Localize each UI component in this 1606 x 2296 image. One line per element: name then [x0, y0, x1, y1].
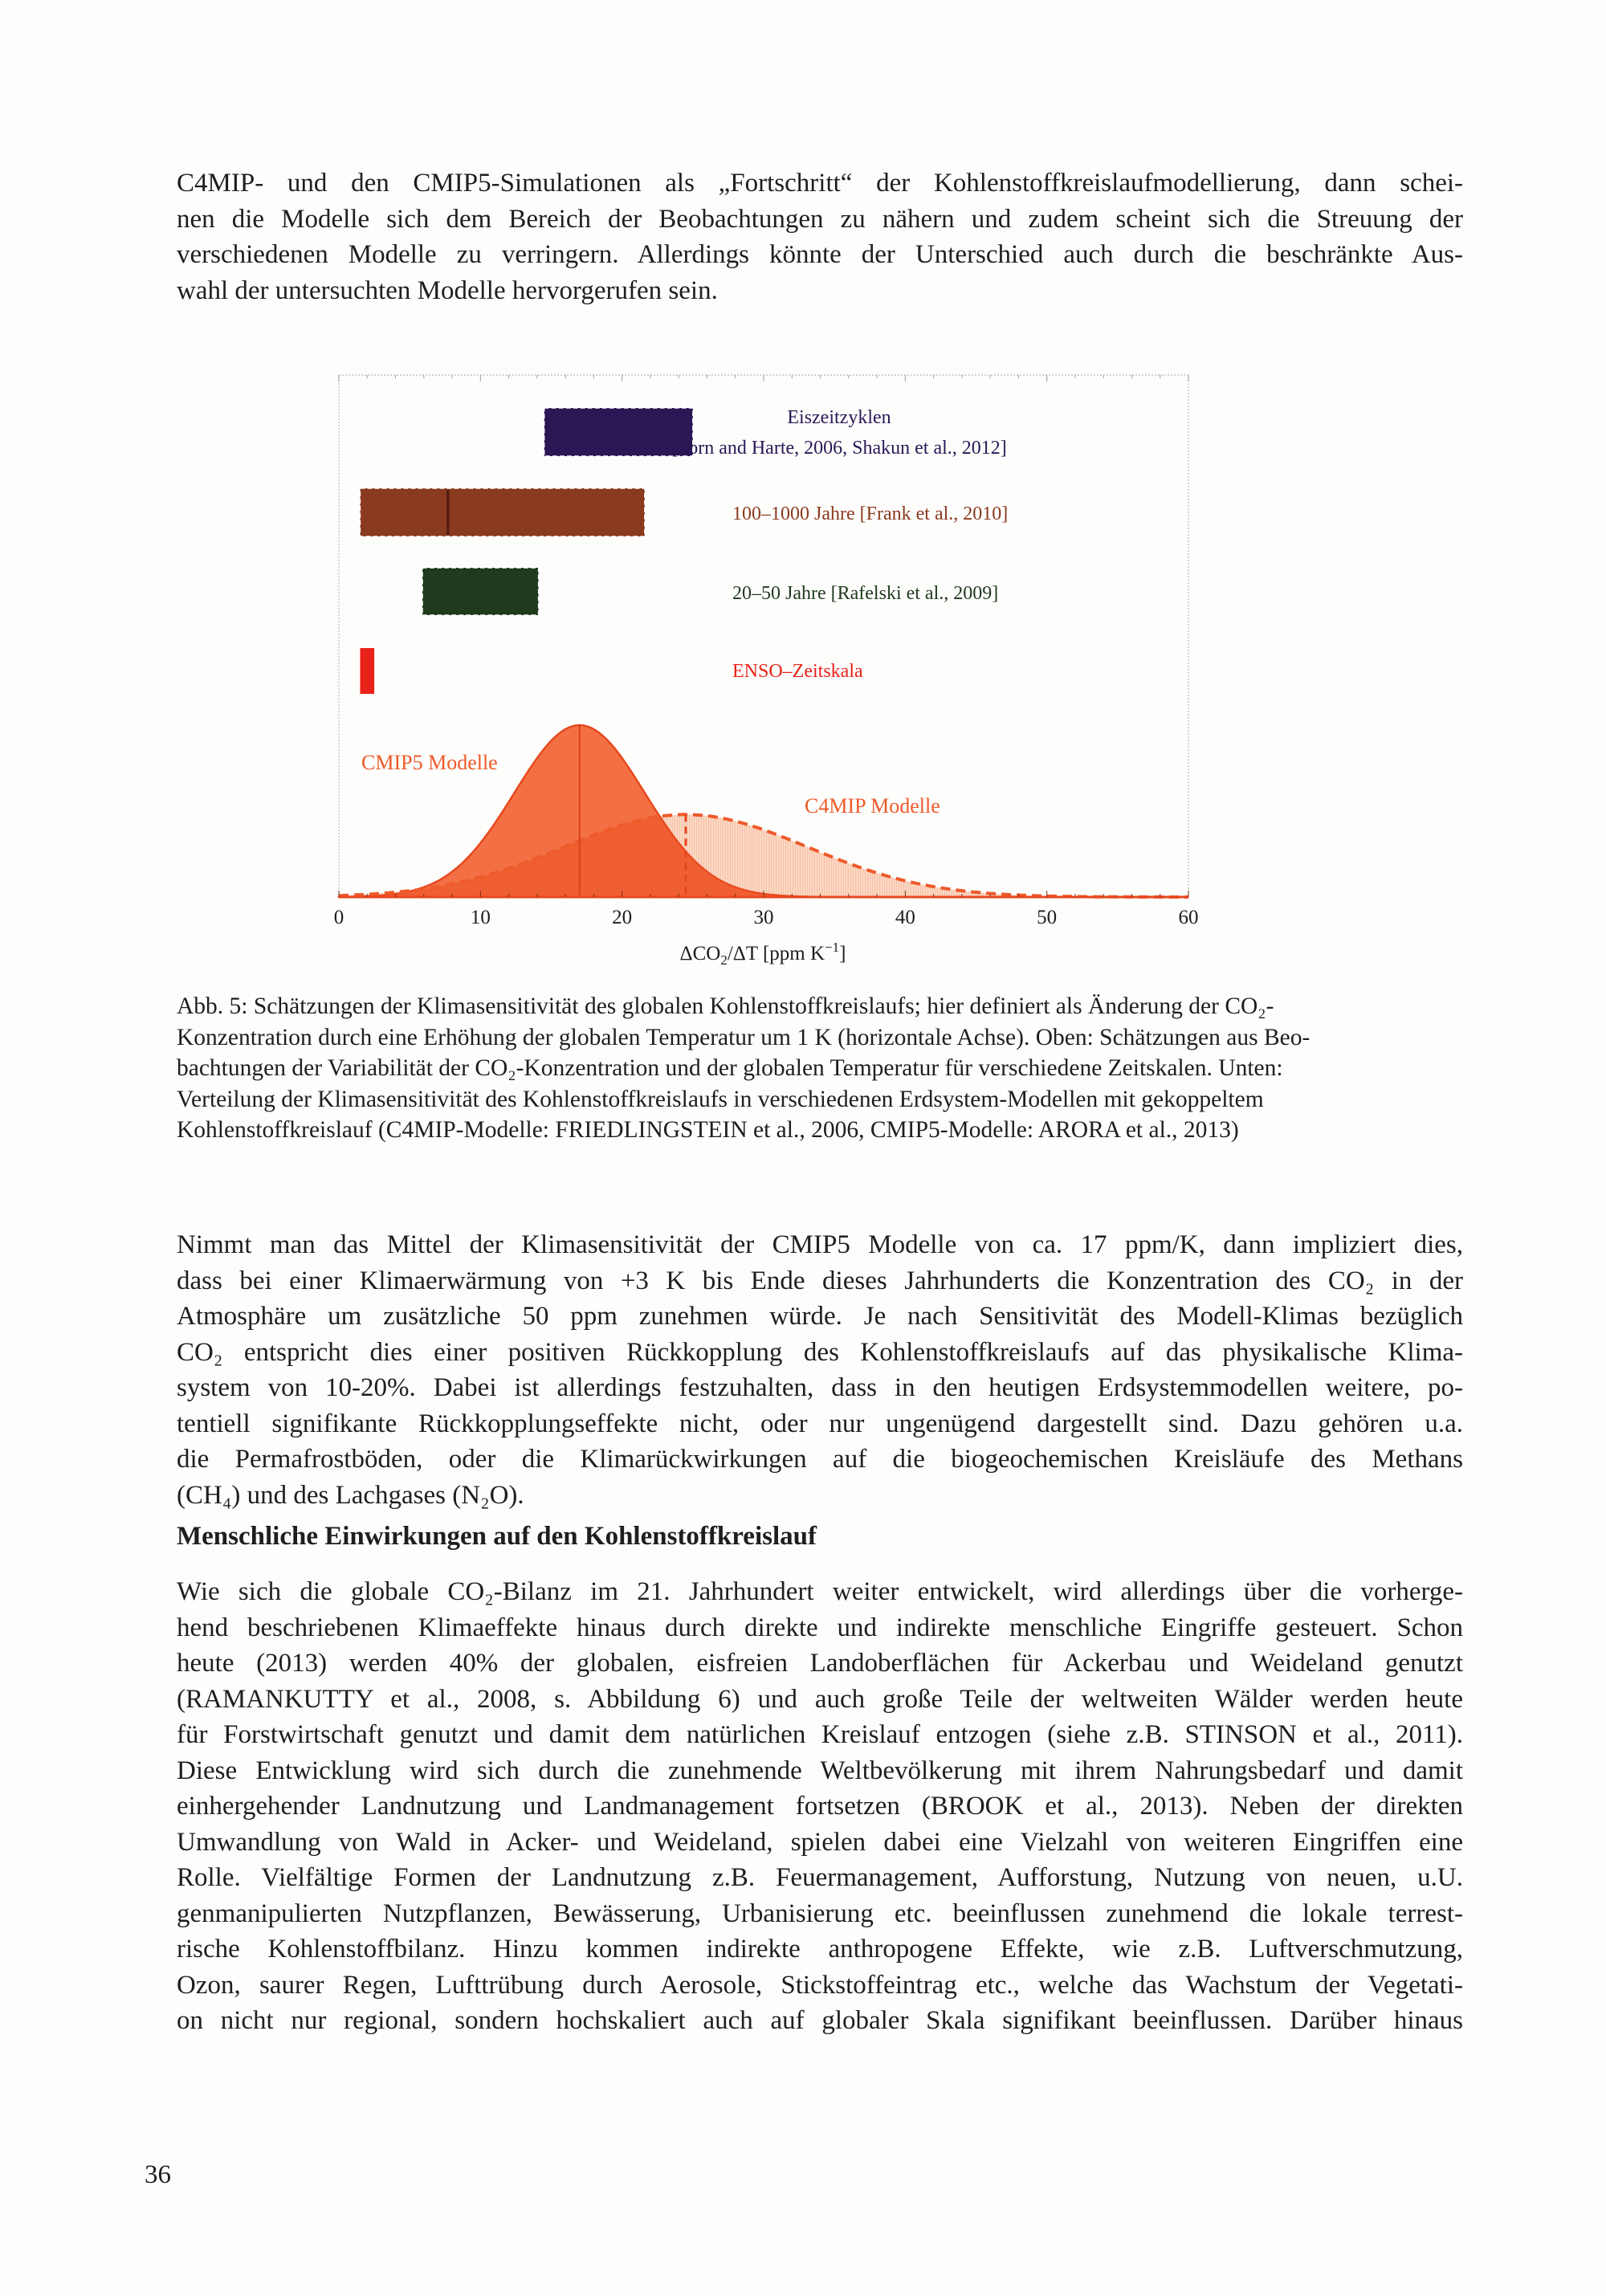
x-tick-label: 30 — [753, 907, 774, 928]
text-line: nen die Modelle sich dem Bereich der Beobachtungen zu nähern und zudem scheint sich die Streuung der — [177, 204, 1463, 234]
label-eiszeit-reference: [Torn and Harte, 2006, Shakun et al., 2012] — [671, 438, 1007, 459]
x-tick-label: 50 — [1037, 907, 1058, 928]
range-bar — [544, 408, 693, 456]
text-line: Umwandlung von Wald in Acker- und Weideland, spielen dabei eine Vielzahl von weiteren Eingriffen eine — [177, 1827, 1463, 1857]
caption-line: Konzentration durch eine Erhöhung der globalen Temperatur um 1 K (horizontale Achse). Oben: Schätzungen aus Beo- — [177, 1024, 1310, 1050]
text-line: die Permafrostböden, oder die Klimarückwirkungen auf die biogeochemischen Kreisläufe des Methans — [177, 1445, 1463, 1474]
label-c4mip-modelle: C4MIP Modelle — [805, 794, 940, 818]
text-line: dass bei einer Klimaerwärmung von +3 K bis Ende dieses Jahrhunderts die Konzentration des CO₂ in der — [177, 1266, 1463, 1295]
caption-line: Kohlenstoffkreislauf (C4MIP-Modelle: FRIEDLINGSTEIN et al., 2006, CMIP5-Modelle: ARORA et al., 2013) — [177, 1117, 1239, 1143]
text-line: Nimmt man das Mittel der Klimasensitivität der CMIP5 Modelle von ca. 17 ppm/K, dann impliziert dies, — [177, 1230, 1463, 1259]
text-line: heute (2013) werden 40% der globalen, eisfreien Landoberflächen für Ackerbau und Weideland genutzt — [177, 1649, 1463, 1678]
label-20-50-jahre: 20–50 Jahre [Rafelski et al., 2009] — [732, 583, 999, 604]
label-100-1000-jahre: 100–1000 Jahre [Frank et al., 2010] — [732, 504, 1009, 524]
label-eiszeitzyklen: Eiszeitzyklen — [787, 407, 891, 428]
x-tick-label: 0 — [333, 907, 344, 928]
text-line: CO₂ entspricht dies einer positiven Rückkopplung des Kohlenstoffkreislaufs auf das physikalische Klima- — [177, 1337, 1463, 1367]
caption-line: Abb. 5: Schätzungen der Klimasensitivität des globalen Kohlenstoffkreislaufs; hier definiert als Änderung der CO₂- — [177, 993, 1274, 1019]
text-line: einhergehender Landnutzung und Landmanagement fortsetzen (BROOK et al., 2013). Neben der direkten — [177, 1792, 1463, 1821]
text-line: (CH₄) und des Lachgases (N₂O). — [177, 1480, 524, 1510]
text-line: für Forstwirtschaft genutzt und damit dem natürlichen Kreislauf entzogen (siehe z.B. STINSON et al., 2011). — [177, 1720, 1463, 1749]
label-cmip5-modelle: CMIP5 Modelle — [361, 751, 498, 774]
text-line: verschiedenen Modelle zu verringern. Allerdings könnte der Unterschied auch durch die beschränkte Aus- — [177, 240, 1463, 269]
range-bar — [360, 488, 644, 536]
text-line: hend beschriebenen Klimaeffekte hinaus durch direkte und indirekte menschliche Eingriffe gesteuert. Schon — [177, 1613, 1463, 1642]
x-tick-label: 20 — [612, 907, 633, 928]
text-line: (RAMANKUTTY et al., 2008, s. Abbildung 6) und auch große Teile der weltweiten Wälder werden heute — [177, 1684, 1463, 1714]
text-line: genmanipulierten Nutzpflanzen, Bewässerung, Urbanisierung etc. beeinflussen zunehmend die lokale terrest- — [177, 1898, 1463, 1928]
observation-range-bars — [360, 408, 692, 694]
x-axis-label: $\Delta CO_2/\Delta T$ [ppm $K^{-1}$] — [679, 940, 846, 968]
text-line: on nicht nur regional, sondern hochskaliert auch auf globaler Skala signifikant beeinflussen. Darüber hinaus — [177, 2006, 1463, 2035]
page-number: 36 — [145, 2160, 171, 2189]
text-line: Ozon, saurer Regen, Lufttrübung durch Aerosole, Stickstoffeintrag etc., welche das Wachstum der Vegetati- — [177, 1970, 1463, 2000]
range-bar — [360, 648, 374, 694]
text-line: Wie sich die globale CO₂-Bilanz im 21. Jahrhundert weiter entwickelt, wird allerdings über die vorherge- — [177, 1577, 1463, 1606]
x-tick-label: 60 — [1178, 907, 1199, 928]
human-influence-paragraph — [177, 1574, 1463, 2039]
text-line: wahl der untersuchten Modelle hervorgerufen sein. — [177, 275, 718, 305]
x-tick-label: 10 — [470, 907, 491, 928]
figure-caption — [177, 991, 1463, 1146]
text-line: C4MIP- und den CMIP5-Simulationen als „Fortschritt“ der Kohlenstoffkreislaufmodellierung, dann schei- — [177, 169, 1463, 198]
text-line: Atmosphäre um zusätzliche 50 ppm zunehmen würde. Je nach Sensitivität des Modell-Klimas bezüglich — [177, 1302, 1463, 1331]
x-axis-tick-labels — [334, 907, 1199, 928]
caption-line: bachtungen der Variabilität der CO₂-Konzentration und der globalen Temperatur für verschiedene Zeitskalen. Unten: — [177, 1055, 1283, 1081]
figure-climate-sensitivity-chart — [0, 0, 1606, 996]
range-bar — [422, 568, 539, 615]
cmip5-paragraph — [177, 1227, 1463, 1513]
top-axis-ticks — [339, 375, 1188, 381]
section-heading: Menschliche Einwirkungen auf den Kohlenstoffkreislauf — [177, 1522, 817, 1551]
text-line: system von 10-20%. Dabei ist allerdings festzuhalten, dass in den heutigen Erdsystemmodellen weitere, po- — [177, 1373, 1463, 1402]
caption-line: Verteilung der Klimasensitivität des Kohlenstoffkreislaufs in verschiedenen Erdsystem-Modellen mit gekoppeltem — [177, 1086, 1264, 1112]
x-tick-label: 40 — [895, 907, 915, 928]
text-line: Rolle. Vielfältige Formen der Landnutzung z.B. Feuermanagement, Aufforstung, Nutzung von neuen, u.U. — [177, 1863, 1463, 1892]
text-line: tentiell signifikante Rückkopplungseffekte nicht, oder nur ungenügend dargestellt sind. Dazu gehören u.a. — [177, 1409, 1463, 1438]
text-line: Diese Entwicklung wird sich durch die zunehmende Weltbevölkerung mit ihrem Nahrungsbedarf und damit — [177, 1756, 1463, 1785]
label-enso-zeitskala: ENSO–Zeitskala — [732, 661, 863, 682]
text-line: rische Kohlenstoffbilanz. Hinzu kommen indirekte anthropogene Effekte, wie z.B. Luftverschmutzung, — [177, 1935, 1463, 1964]
